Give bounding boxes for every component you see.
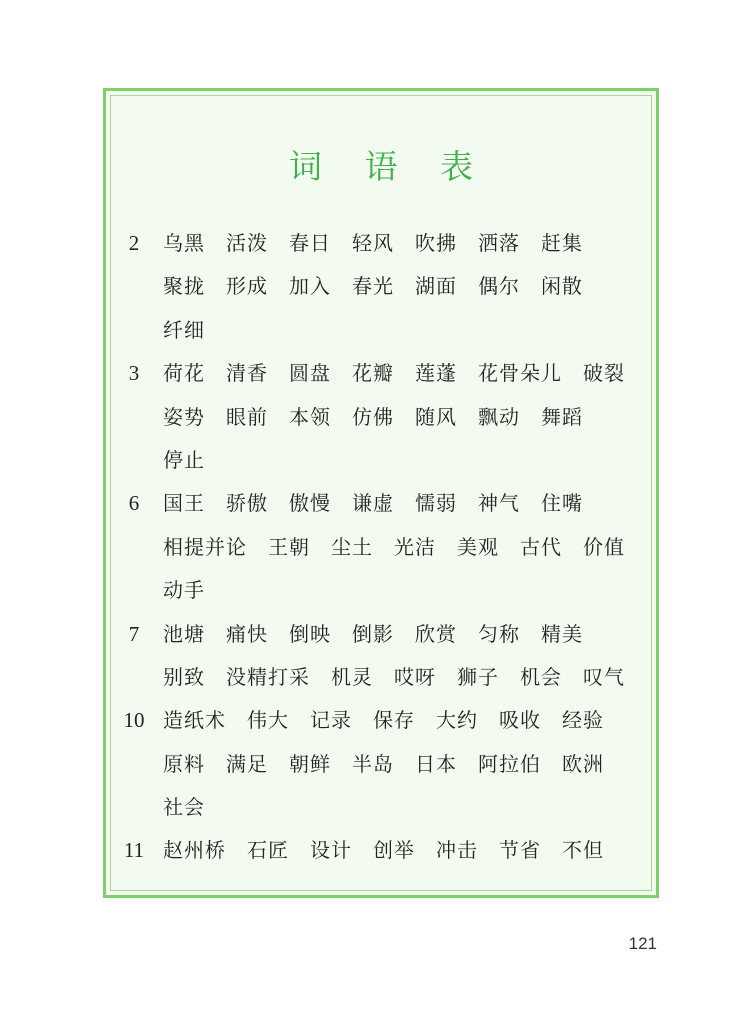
vocabulary-word: 不但 [562, 838, 604, 863]
vocabulary-word: 设计 [310, 838, 352, 863]
vocabulary-word: 经验 [562, 708, 604, 733]
vocabulary-word: 叹气 [583, 664, 625, 689]
vocabulary-word: 造纸术 [163, 708, 226, 733]
vocabulary-word: 活泼 [226, 231, 268, 255]
vocabulary-word: 倒影 [352, 621, 394, 646]
vocabulary-word: 春日 [289, 231, 331, 255]
vocabulary-word: 阿拉伯 [478, 751, 541, 776]
vocabulary-frame [103, 88, 659, 898]
vocabulary-word: 美观 [457, 534, 499, 559]
word-group [163, 222, 646, 265]
vocabulary-word: 痛快 [226, 621, 268, 646]
vocabulary-word: 骄傲 [226, 491, 268, 516]
vocabulary-word: 精美 [541, 621, 583, 646]
vocabulary-word: 机会 [520, 664, 562, 689]
vocabulary-word: 吸收 [499, 708, 541, 733]
vocabulary-word: 花骨朵儿 [478, 361, 562, 386]
lesson-line [106, 829, 656, 872]
vocabulary-word: 洒落 [478, 231, 520, 255]
word-group [163, 526, 646, 569]
vocabulary-word: 光洁 [394, 534, 436, 559]
word-group [163, 743, 646, 786]
vocabulary-word: 仿佛 [352, 404, 394, 429]
page-title: 词 语 表 [289, 147, 489, 186]
vocabulary-word: 聚拢 [163, 274, 205, 299]
vocabulary-word: 狮子 [457, 664, 499, 689]
vocabulary-word: 湖面 [415, 274, 457, 299]
vocabulary-word: 创举 [373, 838, 415, 863]
vocabulary-word: 飘动 [478, 404, 520, 429]
vocabulary-word: 谦虚 [352, 491, 394, 516]
vocabulary-word: 荷花 [163, 361, 205, 386]
vocabulary-word: 动手 [163, 578, 205, 603]
vocabulary-word: 偶尔 [478, 274, 520, 299]
vocabulary-word: 节省 [499, 838, 541, 863]
vocabulary-word: 欧洲 [562, 751, 604, 776]
lesson-line [106, 526, 656, 569]
vocabulary-word: 停止 [163, 447, 205, 472]
vocabulary-word: 原料 [163, 751, 205, 776]
vocabulary-word: 赶集 [541, 231, 583, 255]
vocabulary-word: 赵州桥 [163, 838, 226, 863]
vocabulary-word: 价值 [583, 534, 625, 559]
lesson-number: 7 [128, 621, 140, 646]
lesson-line [106, 265, 656, 308]
lesson-line [106, 699, 656, 742]
vocabulary-word: 石匠 [247, 838, 289, 863]
lesson-line [106, 222, 656, 265]
lesson-line [106, 613, 656, 656]
vocabulary-word: 住嘴 [541, 491, 583, 516]
vocabulary-word: 国王 [163, 491, 205, 516]
lesson-line [106, 396, 656, 439]
vocabulary-word: 舞蹈 [541, 404, 583, 429]
vocabulary-word: 满足 [226, 751, 268, 776]
word-group [163, 569, 646, 612]
vocabulary-word: 纤细 [163, 317, 205, 342]
vocabulary-word: 吹拂 [415, 231, 457, 255]
vocabulary-word: 欣赏 [415, 621, 457, 646]
lesson-number: 11 [123, 838, 145, 863]
vocabulary-word: 莲蓬 [415, 361, 457, 386]
vocabulary-word: 记录 [310, 708, 352, 733]
vocabulary-word: 形成 [226, 274, 268, 299]
lesson-number: 3 [128, 361, 140, 386]
vocabulary-word: 没精打采 [226, 664, 310, 689]
vocabulary-word: 伟大 [247, 708, 289, 733]
lesson-number: 2 [128, 231, 140, 255]
vocabulary-word: 姿势 [163, 404, 205, 429]
word-group [163, 829, 646, 872]
word-group [163, 656, 646, 699]
vocabulary-word: 社会 [163, 795, 205, 820]
vocabulary-word: 乌黑 [163, 231, 205, 255]
word-group [163, 309, 646, 352]
lesson-line [106, 439, 656, 482]
vocabulary-word: 花瓣 [352, 361, 394, 386]
lesson-line [106, 309, 656, 352]
lesson-line [106, 352, 656, 395]
lesson-line [106, 482, 656, 525]
word-group [163, 265, 646, 308]
page-number: 121 [628, 934, 657, 953]
vocabulary-word: 加入 [289, 274, 331, 299]
vocabulary-word: 池塘 [163, 621, 205, 646]
lesson-number: 10 [123, 708, 145, 733]
vocabulary-word: 别致 [163, 664, 205, 689]
vocabulary-word: 闲散 [541, 274, 583, 299]
vocabulary-word: 相提并论 [163, 534, 247, 559]
vocabulary-word: 半岛 [352, 751, 394, 776]
lesson-line [106, 569, 656, 612]
vocabulary-word: 破裂 [583, 361, 625, 386]
vocabulary-word: 机灵 [331, 664, 373, 689]
vocabulary-word: 匀称 [478, 621, 520, 646]
vocabulary-word: 随风 [415, 404, 457, 429]
vocabulary-word: 眼前 [226, 404, 268, 429]
word-group [163, 352, 646, 395]
lesson-list [106, 222, 656, 873]
vocabulary-word: 傲慢 [289, 491, 331, 516]
word-group [163, 439, 646, 482]
vocabulary-word: 神气 [478, 491, 520, 516]
vocabulary-word: 大约 [436, 708, 478, 733]
word-group [163, 786, 646, 829]
lesson-line [106, 656, 656, 699]
vocabulary-word: 轻风 [352, 231, 394, 255]
vocabulary-word: 哎呀 [394, 664, 436, 689]
vocabulary-word: 倒映 [289, 621, 331, 646]
word-group [163, 613, 646, 656]
vocabulary-word: 古代 [520, 534, 562, 559]
vocabulary-word: 春光 [352, 274, 394, 299]
word-group [163, 396, 646, 439]
vocabulary-word: 尘土 [331, 534, 373, 559]
word-group [163, 482, 646, 525]
vocabulary-word: 冲击 [436, 838, 478, 863]
vocabulary-word: 本领 [289, 404, 331, 429]
vocabulary-word: 朝鲜 [289, 751, 331, 776]
vocabulary-word: 王朝 [268, 534, 310, 559]
vocabulary-word: 清香 [226, 361, 268, 386]
vocabulary-word: 懦弱 [415, 491, 457, 516]
lesson-number: 6 [128, 491, 140, 516]
vocabulary-word: 圆盘 [289, 361, 331, 386]
lesson-line [106, 743, 656, 786]
vocabulary-word: 保存 [373, 708, 415, 733]
vocabulary-word: 日本 [415, 751, 457, 776]
lesson-line [106, 786, 656, 829]
word-group [163, 699, 646, 742]
